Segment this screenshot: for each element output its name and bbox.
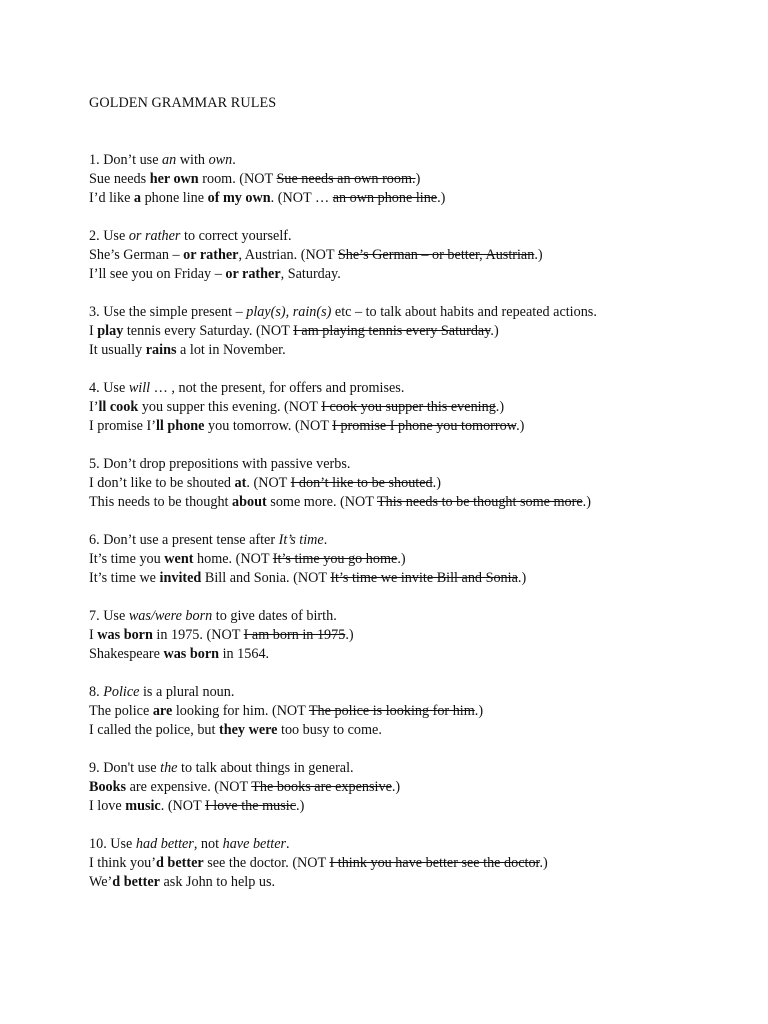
text-segment: .)	[582, 494, 591, 510]
rule-example	[89, 265, 729, 284]
text-segment: . (NOT	[160, 798, 205, 814]
rule-example	[89, 417, 729, 436]
italic-term: an	[162, 152, 177, 168]
bold-phrase: went	[164, 551, 194, 567]
text-segment: .)	[391, 779, 401, 795]
document-title: GOLDEN GRAMMAR RULES	[89, 95, 277, 111]
rule-4	[89, 379, 729, 436]
struck-incorrect-example: I think you have better see the doctor	[329, 855, 540, 871]
italic-term: have better	[222, 836, 287, 852]
rule-example	[89, 854, 729, 873]
text-segment: .)	[345, 627, 354, 643]
text-segment: .	[323, 532, 328, 548]
text-segment: to talk about things in general.	[177, 760, 354, 776]
text-segment: I called the police, but	[89, 722, 220, 738]
struck-incorrect-example: She’s German – or better, Austrian	[337, 247, 535, 263]
text-segment: )	[415, 171, 421, 187]
text-segment: 8.	[89, 684, 104, 700]
rule-example	[89, 246, 729, 265]
struck-incorrect-example: It’s time you go home	[272, 551, 398, 567]
text-segment: .)	[397, 551, 406, 567]
rule-heading	[89, 835, 729, 854]
text-segment: tennis every Saturday. (NOT	[123, 323, 294, 339]
rule-10	[89, 835, 729, 892]
struck-incorrect-example: The books are expensive	[251, 779, 392, 795]
rule-example	[89, 873, 729, 892]
italic-term: It’s time	[278, 532, 324, 548]
rule-example	[89, 170, 729, 189]
rule-example	[89, 550, 729, 569]
text-segment: Sue needs	[89, 171, 150, 187]
text-segment: .)	[432, 475, 441, 491]
text-segment: I promise I’	[89, 418, 156, 434]
text-segment: to give dates of birth.	[212, 608, 337, 624]
struck-incorrect-example: an own phone line	[332, 190, 438, 206]
text-segment: Shakespeare	[89, 646, 164, 662]
text-segment: I’d like	[89, 190, 134, 206]
text-segment: It’s time we	[89, 570, 160, 586]
bold-phrase: ll phone	[155, 418, 205, 434]
text-segment: with	[176, 152, 209, 168]
text-segment: room. (NOT	[198, 171, 277, 187]
text-segment: are expensive. (NOT	[126, 779, 252, 795]
bold-phrase: of my own	[207, 190, 271, 206]
italic-term: own	[208, 152, 233, 168]
bold-phrase: her own	[149, 171, 199, 187]
text-segment: .)	[516, 418, 525, 434]
bold-phrase: d better	[156, 855, 204, 871]
text-segment: 4. Use	[89, 380, 129, 396]
text-segment: ask John to help us.	[159, 874, 276, 890]
bold-phrase: was born	[163, 646, 220, 662]
bold-phrase: ll cook	[98, 399, 139, 415]
text-segment: I don’t like to be shouted	[89, 475, 235, 491]
text-segment: .)	[539, 855, 548, 871]
text-segment: It’s time you	[89, 551, 165, 567]
bold-phrase: play	[97, 323, 124, 339]
rule-heading	[89, 227, 729, 246]
italic-term: play(s), rain(s)	[246, 304, 332, 320]
text-segment: phone line	[141, 190, 208, 206]
rule-heading	[89, 303, 729, 322]
bold-phrase: are	[152, 703, 173, 719]
rule-example	[89, 398, 729, 417]
text-segment: some more. (NOT	[266, 494, 377, 510]
rule-example	[89, 474, 729, 493]
bold-phrase: at	[234, 475, 247, 491]
struck-incorrect-example: I am playing tennis every Saturday	[293, 323, 491, 339]
text-segment: .	[232, 152, 236, 168]
text-segment: . (NOT …	[270, 190, 333, 206]
text-segment: , Saturday.	[280, 266, 341, 282]
text-segment: I love	[89, 798, 126, 814]
bold-phrase: rains	[145, 342, 177, 358]
bold-phrase: or rather	[225, 266, 281, 282]
text-segment: . (NOT	[246, 475, 291, 491]
bold-phrase: d better	[112, 874, 160, 890]
rule-heading	[89, 151, 729, 170]
text-segment: in 1975. (NOT	[152, 627, 244, 643]
text-segment: .)	[437, 190, 446, 206]
italic-term: had better	[135, 836, 194, 852]
text-segment: home. (NOT	[193, 551, 273, 567]
text-segment: , not	[193, 836, 223, 852]
text-segment: I	[89, 323, 98, 339]
rule-heading	[89, 683, 729, 702]
rule-example	[89, 493, 729, 512]
bold-phrase: or rather	[183, 247, 239, 263]
rule-example	[89, 721, 729, 740]
rule-heading	[89, 455, 729, 474]
rule-example	[89, 645, 729, 664]
rule-1	[89, 151, 729, 208]
text-segment: 6. Don’t use a present tense after	[89, 532, 279, 548]
text-segment: It usually	[89, 342, 146, 358]
rule-heading	[89, 759, 729, 778]
rule-2	[89, 227, 729, 284]
italic-term: or rather	[128, 228, 181, 244]
text-segment: … , not the present, for offers and promises.	[150, 380, 405, 396]
struck-incorrect-example: The police is looking for him	[308, 703, 475, 719]
text-segment: is a plural noun.	[139, 684, 235, 700]
bold-phrase: Books	[89, 779, 127, 795]
bold-phrase: invited	[159, 570, 202, 586]
struck-incorrect-example: I don’t like to be shouted	[290, 475, 433, 491]
text-segment: I	[89, 627, 98, 643]
rule-example	[89, 189, 729, 208]
text-segment: .)	[517, 570, 527, 586]
rule-9	[89, 759, 729, 816]
struck-incorrect-example: I am born in 1975	[243, 627, 346, 643]
text-segment: in 1564.	[219, 646, 270, 662]
struck-incorrect-example: This needs to be thought some more	[376, 494, 583, 510]
rule-7	[89, 607, 729, 664]
text-segment: I’	[89, 399, 99, 415]
rule-heading	[89, 531, 729, 550]
text-segment: you supper this evening. (NOT	[138, 399, 322, 415]
text-segment: This needs to be thought	[89, 494, 233, 510]
text-segment: Bill and Sonia. (NOT	[201, 570, 331, 586]
rule-example	[89, 797, 729, 816]
bold-phrase: was born	[97, 627, 153, 643]
struck-incorrect-example: Sue needs an own room.	[276, 171, 416, 187]
rule-8	[89, 683, 729, 740]
text-segment: We’	[89, 874, 113, 890]
text-segment: .	[286, 836, 290, 852]
struck-incorrect-example: It’s time we invite Bill and Sonia	[330, 570, 518, 586]
text-segment: 10. Use	[89, 836, 136, 852]
text-segment: .)	[296, 798, 305, 814]
text-segment: looking for him. (NOT	[172, 703, 309, 719]
text-segment: you tomorrow. (NOT	[204, 418, 333, 434]
rule-heading	[89, 379, 729, 398]
rule-example	[89, 569, 729, 588]
text-segment: etc – to talk about habits and repeated actions.	[331, 304, 597, 320]
text-segment: too busy to come.	[277, 722, 382, 738]
rule-example	[89, 341, 729, 360]
text-segment: see the doctor. (NOT	[203, 855, 330, 871]
text-segment: to correct yourself.	[180, 228, 292, 244]
text-segment: 2. Use	[89, 228, 129, 244]
text-segment: 7. Use	[89, 608, 129, 624]
rule-3	[89, 303, 729, 360]
italic-term: Police	[103, 684, 140, 700]
text-segment: 9. Don't use	[89, 760, 161, 776]
rule-6	[89, 531, 729, 588]
struck-incorrect-example: I cook you supper this evening	[321, 399, 496, 415]
italic-term: was/were born	[128, 608, 213, 624]
bold-phrase: they were	[219, 722, 278, 738]
text-segment: , Austrian. (NOT	[238, 247, 338, 263]
text-segment: 1. Don’t use	[89, 152, 163, 168]
struck-incorrect-example: I promise I phone you tomorrow	[332, 418, 517, 434]
text-segment: I think you’	[89, 855, 156, 871]
bold-phrase: about	[232, 494, 267, 510]
rule-heading	[89, 607, 729, 626]
bold-phrase: music	[125, 798, 161, 814]
text-segment: The police	[89, 703, 153, 719]
bold-phrase: a	[133, 190, 142, 206]
text-segment: a lot in November.	[176, 342, 286, 358]
text-segment: 3. Use the simple present –	[89, 304, 247, 320]
rule-example	[89, 322, 729, 341]
rule-example	[89, 778, 729, 797]
italic-term: the	[160, 760, 178, 776]
struck-incorrect-example: I love the music	[205, 798, 297, 814]
rule-example	[89, 626, 729, 645]
rule-example	[89, 702, 729, 721]
text-segment: .)	[490, 323, 499, 339]
text-segment: .)	[474, 703, 484, 719]
text-segment: 5. Don’t drop prepositions with passive verbs.	[89, 456, 351, 472]
text-segment: She’s German –	[89, 247, 184, 263]
text-segment: .)	[495, 399, 505, 415]
rule-5	[89, 455, 729, 512]
document-page	[89, 94, 729, 911]
text-segment: .)	[534, 247, 543, 263]
text-segment: I’ll see you on Friday –	[89, 266, 226, 282]
rules-list	[89, 151, 729, 892]
italic-term: will	[128, 380, 151, 396]
